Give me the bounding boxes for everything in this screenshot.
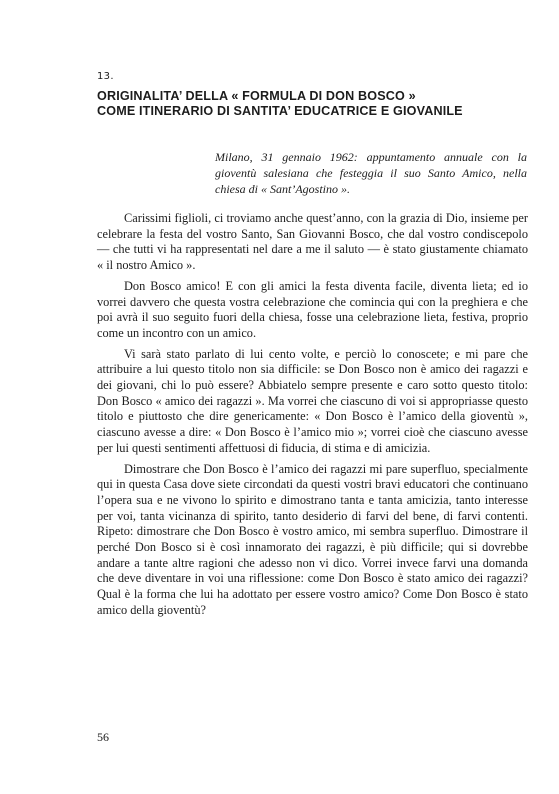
paragraph: Don Bosco amico! E con gli amici la festa diventa facile, diventa lieta; ed io vorrei davvero che questa vostra celebrazione che comincia qui con la preghiera e che poi avrà il suo seguito fuori della chiesa, fosse una celebrazione lieta, festiva, proprio come un incontro con un amico. [97, 278, 528, 340]
chapter-title-line-2: COME ITINERARIO DI SANTITA’ EDUCATRICE E GIOVANILE [97, 104, 463, 118]
paragraph: Carissimi figlioli, ci troviamo anche quest’anno, con la grazia di Dio, insieme per celebrare la festa del vostro Santo, San Giovanni Bosco, che dal vostro condiscepolo — che tutti vi ha rappresentati nel dare a me il saluto — è stato giustamente chiamato « il nostro Amico ». [97, 211, 528, 273]
chapter-number: 13. [97, 71, 114, 82]
paragraph: Vi sarà stato parlato di lui cento volte, e perciò lo conoscete; e mi pare che attribuire a lui questo titolo non sia difficile: se Don Bosco non è amico dei ragazzi e dei giovani, chi lo può essere? Abbiatelo sempre presente e caro sotto questo titolo: Don Bosco « amico dei ragazzi ». Ma vorrei che ciascuno di voi si appropriasse questo titolo e piuttosto che dire genericamente: « Don Bosco è l’amico della gioventù », ciascuno avesse a dire: « Don Bosco è l’amico mio »; vorrei cioè che ciascuno avesse per lui questi sentimenti affettuosi di fiducia, di stima e di amicizia. [97, 346, 528, 455]
paragraph: Dimostrare che Don Bosco è l’amico dei ragazzi mi pare superfluo, specialmente qui in questa Casa dove siete circondati da questi vostri bravi educatori che continuano l’opera sua e ne vivono lo spirito e dimostrano tanta e tanta amicizia, tanto interesse per voi, tanta vicinanza di spirito, tanto desiderio di farvi del bene, di farvi contenti. Ripeto: dimostrare che Don Bosco è vostro amico, mi sembra superfluo. Dimostrare il perché Don Bosco si è così innamorato dei ragazzi, è più difficile; qui si dovrebbe andare a tante altre ragioni che adesso non vi dico. Vorrei invece farvi una domanda che deve diventare in voi una riflessione: come Don Bosco è stato amico dei ragazzi? Qual è la forma che lui ha adottato per essere vostro amico? Come Don Bosco è stato amico della gioventù? [97, 461, 528, 617]
chapter-title-line-1: ORIGINALITA’ DELLA « FORMULA DI DON BOSCO » [97, 89, 416, 103]
chapter-title [97, 89, 537, 119]
dedication-note: Milano, 31 gennaio 1962: appuntamento annuale con la gioventù salesiana che festeggia il suo Santo Amico, nella chiesa di « Sant’Agostino ». [215, 150, 527, 196]
page-number: 56 [97, 730, 109, 744]
body-text [97, 211, 528, 624]
